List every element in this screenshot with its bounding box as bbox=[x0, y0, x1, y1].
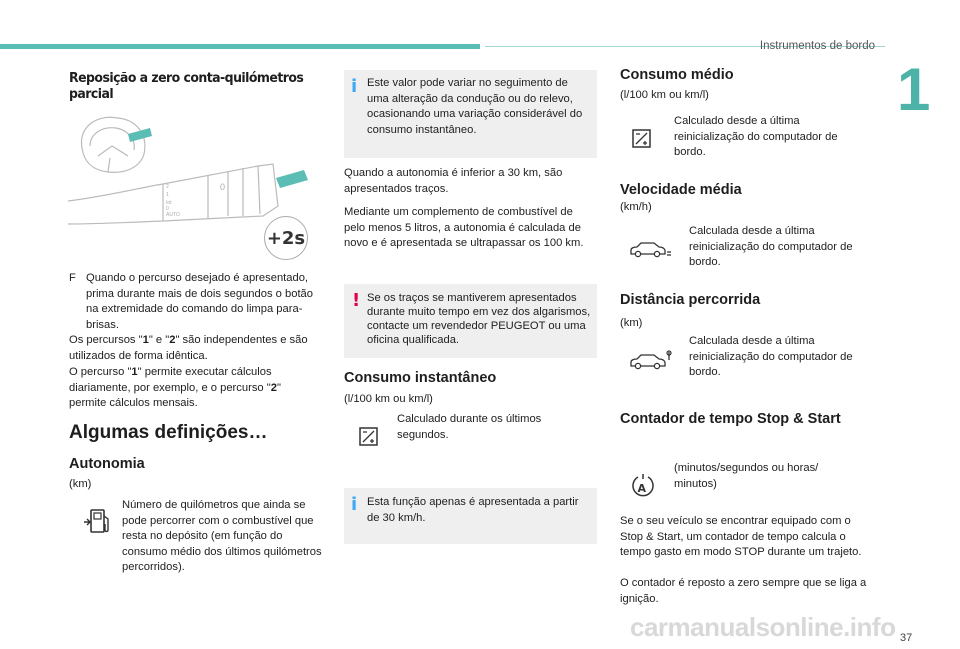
running-title: Instrumentos de bordo bbox=[759, 40, 875, 52]
average-consumption-text: Calculado desde a última reinicialização do computador de bordo. bbox=[674, 115, 838, 158]
distance-text: Calculada desde a última reinicialização do computador de bordo. bbox=[689, 335, 853, 378]
info-note-speed-text: Esta função apenas é apresentada a partir de 30 km/h. bbox=[367, 496, 579, 524]
car-distance-icon bbox=[628, 350, 672, 372]
stop-start-reset-paragraph: O contador é reposto a zero sempre que se liga a ignição. bbox=[620, 577, 867, 605]
highlight-arrow-large bbox=[276, 170, 308, 188]
autonomia-description: Número de quilómetros que ainda se pode percorrer com o combustível que resta no depósito (em função do consumo médio dos últimos quilómetros percorridos). bbox=[122, 499, 322, 573]
warning-icon: ! bbox=[352, 290, 361, 311]
svg-text:0: 0 bbox=[166, 206, 169, 212]
info-note-speed bbox=[344, 488, 597, 544]
average-consumption-title: Consumo médio bbox=[620, 67, 734, 83]
stop-start-icon bbox=[630, 473, 656, 499]
steering-wheel-icon bbox=[81, 117, 144, 172]
stop-start-unit: (minutos/segundos ou horas/ minutos) bbox=[674, 462, 819, 490]
warning-note-text: Se os traços se mantiverem apresentados durante muito tempo em vez dos algarismos, contacte um revendedor PEUGEOT ou uma oficina qualificada. bbox=[367, 292, 591, 346]
watermark: carmanualsonline.info bbox=[630, 612, 896, 642]
paragraph-trips-usage: O percurso "1" permite executar cálculos diariamente, por exemplo, e o percurso "2" permite cálculos mensais. bbox=[69, 366, 281, 409]
fuel-pump-icon bbox=[82, 508, 112, 536]
bullet-marker: F bbox=[69, 272, 76, 284]
fuel-consumption-icon bbox=[358, 426, 380, 448]
paragraph-refuel: Mediante um complemento de combustível de pelo menos 5 litros, a autonomia é calculada de novo e é apresentada se ultrapassar os 100 km. bbox=[344, 206, 584, 249]
average-consumption-unit: (l/100 km ou km/l) bbox=[620, 89, 709, 101]
paragraph-trips-independent: Os percursos "1" e "2" são independentes e são utilizados de forma idêntica. bbox=[69, 334, 308, 362]
svg-text:2: 2 bbox=[166, 184, 169, 190]
average-speed-unit: (km/h) bbox=[620, 201, 652, 213]
stop-start-title: Contador de tempo Stop & Start bbox=[620, 411, 841, 427]
bullet-text: Quando o percurso desejado é apresentado, prima durante mais de dois segundos o botão na extremidade do comando do limpa para-brisas. bbox=[86, 272, 314, 331]
svg-text:1: 1 bbox=[166, 192, 169, 198]
car-speed-icon bbox=[628, 240, 672, 260]
warning-note bbox=[344, 284, 597, 358]
instant-consumption-title: Consumo instantâneo bbox=[344, 370, 497, 386]
average-speed-title: Velocidade média bbox=[620, 182, 742, 198]
svg-text:AUTO: AUTO bbox=[166, 212, 180, 218]
svg-text:0: 0 bbox=[220, 182, 226, 192]
distance-unit: (km) bbox=[620, 317, 643, 329]
info-icon: i bbox=[351, 76, 358, 97]
autonomia-title: Autonomia bbox=[69, 456, 145, 472]
info-note-variation bbox=[344, 70, 597, 158]
fuel-consumption-icon bbox=[631, 128, 653, 150]
page-number: 37 bbox=[900, 632, 913, 644]
wiper-stalk-icon bbox=[68, 164, 278, 224]
average-speed-text: Calculada desde a última reinicialização do computador de bordo. bbox=[689, 225, 853, 268]
svg-text:Int: Int bbox=[166, 200, 172, 206]
header-accent-bar bbox=[0, 44, 480, 49]
paragraph-dashes: Quando a autonomia é inferior a 30 km, são apresentados traços. bbox=[344, 167, 563, 195]
svg-text:A: A bbox=[637, 482, 647, 495]
instant-consumption-text: Calculado durante os últimos segundos. bbox=[397, 413, 542, 441]
definitions-title: Algumas definições… bbox=[69, 422, 268, 443]
info-icon: i bbox=[351, 494, 358, 515]
distance-title: Distância percorrida bbox=[620, 292, 761, 308]
section-title-reset: Reposição a zero conta-quilómetros parcial bbox=[69, 70, 304, 102]
instant-consumption-unit: (l/100 km ou km/l) bbox=[344, 393, 433, 405]
chapter-number: 1 bbox=[897, 56, 931, 123]
bullet-press-button bbox=[69, 271, 314, 333]
hold-two-seconds-badge: +2s bbox=[264, 216, 308, 260]
stop-start-paragraph: Se o seu veículo se encontrar equipado com o Stop & Start, um contador de tempo calcula o tempo gasto em modo STOP durante um trajeto. bbox=[620, 515, 862, 558]
autonomia-unit: (km) bbox=[69, 478, 92, 490]
info-note-text: Este valor pode variar no seguimento de uma alteração da condução ou do relevo, ocasionando uma variação considerável do consumo instantâneo. bbox=[367, 77, 583, 136]
